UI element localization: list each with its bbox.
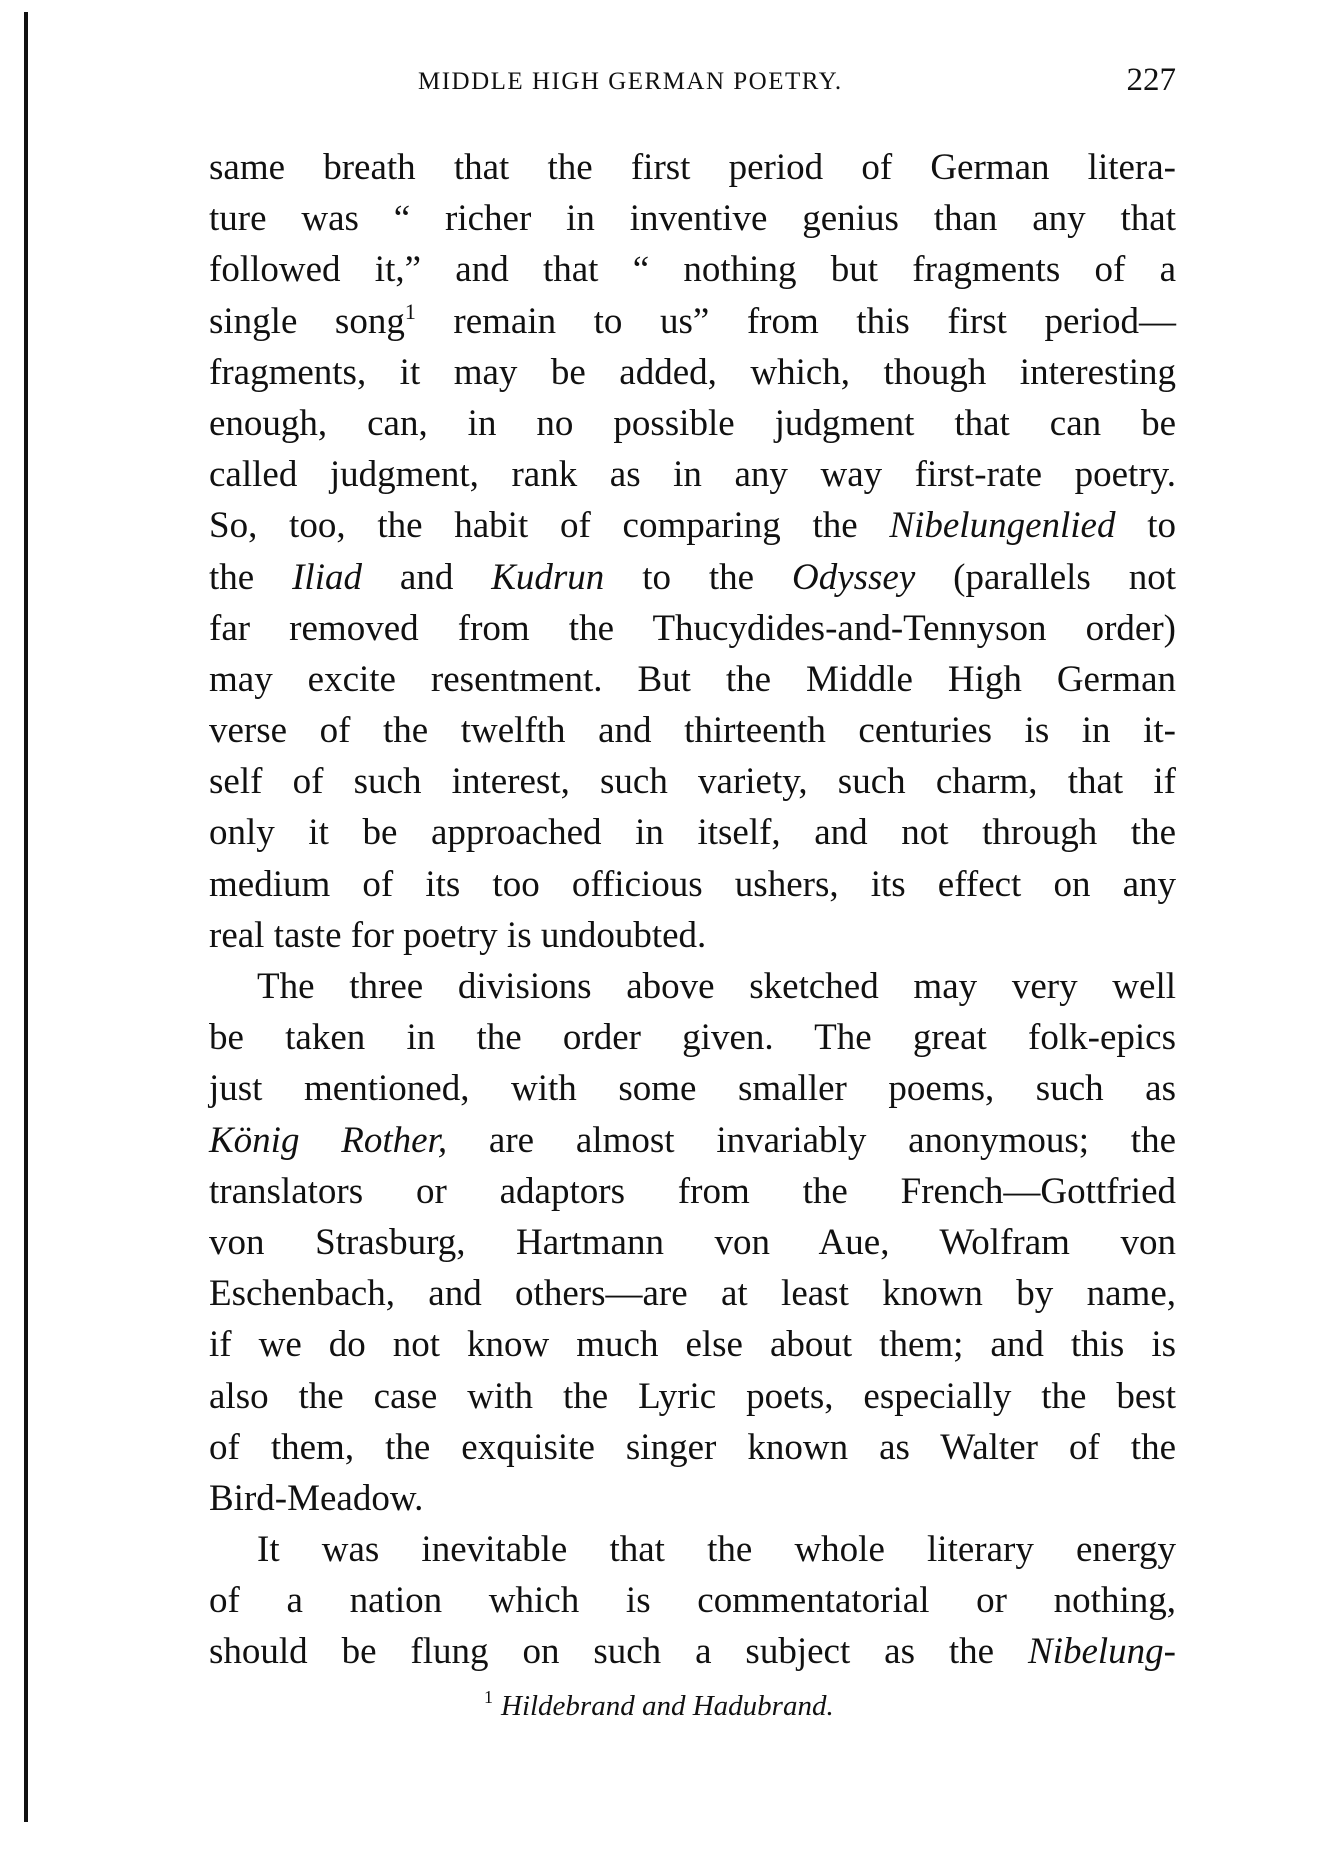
text-line [209, 296, 1176, 347]
text-line [209, 1217, 1176, 1268]
text-segment: real taste for poetry is undoubted. [209, 914, 707, 956]
text-segment: to [1115, 505, 1176, 547]
italic-title: Iliad [292, 556, 362, 598]
text-segment: fragments, it may be added, which, though interesting [209, 351, 1176, 393]
italic-title: Kudrun [491, 556, 605, 598]
text-segment: (parallels not [915, 556, 1176, 598]
text-segment: remain to us” from this first period— [415, 300, 1176, 342]
footnote-marker: 1 [484, 1687, 493, 1707]
text-line [209, 1371, 1176, 1422]
scan-edge-bar [24, 12, 28, 1822]
text-segment: enough, can, in no possible judgment that can be [209, 402, 1176, 444]
text-segment: Bird-Meadow. [209, 1477, 424, 1519]
italic-title: König Rother, [209, 1119, 448, 1161]
text-line [209, 1012, 1176, 1063]
text-segment: verse of the twelfth and thirteenth centuries is in it- [209, 710, 1176, 752]
text-line [209, 910, 1176, 961]
text-segment: be taken in the order given. The great folk-epics [209, 1017, 1176, 1059]
text-line [209, 654, 1176, 705]
text-line [209, 1268, 1176, 1319]
text-line [209, 1166, 1176, 1217]
text-segment: may excite resentment. But the Middle High German [209, 658, 1176, 700]
italic-title: Odyssey [791, 556, 916, 598]
text-segment: if we do not know much else about them; and this is [209, 1324, 1176, 1366]
text-segment: self of such interest, such variety, such charm, that if [209, 761, 1176, 803]
text-segment: same breath that the first period of German litera- [209, 147, 1176, 188]
text-line [209, 1524, 1176, 1575]
text-segment: It was inevitable that the whole literary energy [257, 1529, 1176, 1571]
text-line [209, 1575, 1176, 1626]
text-segment: far removed from the Thucydides-and-Tennyson order) [209, 607, 1176, 649]
text-segment: single song [209, 300, 405, 342]
running-title: MIDDLE HIGH GERMAN POETRY. [418, 68, 843, 95]
text-line [209, 1319, 1176, 1370]
text-segment: only it be approached in itself, and not through the [209, 812, 1176, 854]
text-line [209, 961, 1176, 1012]
text-line [209, 756, 1176, 807]
text-line [209, 705, 1176, 756]
text-segment: of them, the exquisite singer known as Walter of the [209, 1426, 1176, 1468]
running-header [418, 62, 1176, 102]
text-segment: should be flung on such a subject as the [209, 1631, 1029, 1673]
text-line [209, 859, 1176, 910]
footnote [484, 1687, 834, 1723]
text-segment: The three divisions above sketched may very well [257, 966, 1176, 1007]
text-segment: of a nation which is commentatorial or nothing, [209, 1580, 1176, 1622]
text-segment: are almost invariably anonymous; the [447, 1119, 1176, 1161]
text-segment: ture was “ richer in inventive genius than any that [209, 198, 1176, 240]
text-line [209, 398, 1176, 449]
text-segment: to the [604, 556, 792, 598]
italic-title: Nibelung- [1028, 1631, 1176, 1673]
text-segment: translators or adaptors from the French—Gottfried [209, 1170, 1176, 1212]
text-line [209, 244, 1176, 295]
text-segment: So, too, the habit of comparing the [209, 505, 890, 547]
text-segment: Eschenbach, and others—are at least known by name, [209, 1273, 1176, 1315]
text-line [209, 193, 1176, 244]
text-line [209, 347, 1176, 398]
text-line [209, 500, 1176, 551]
text-line [209, 1473, 1176, 1524]
text-line [209, 603, 1176, 654]
footnote-text: Hildebrand and Hadubrand. [501, 1690, 834, 1722]
page-number: 227 [1126, 62, 1176, 98]
text-segment: followed it,” and that “ nothing but fragments of a [209, 249, 1176, 291]
text-segment: just mentioned, with some smaller poems, such as [209, 1068, 1176, 1110]
text-line [209, 1422, 1176, 1473]
text-line [209, 142, 1176, 193]
italic-title: Nibelungenlied [889, 505, 1116, 547]
text-line [209, 1063, 1176, 1114]
body-text [209, 142, 1176, 1678]
text-segment: called judgment, rank as in any way first-rate poetry. [209, 454, 1176, 496]
text-segment: the [209, 556, 293, 598]
text-line [209, 552, 1176, 603]
text-segment: also the case with the Lyric poets, especially the best [209, 1375, 1176, 1417]
text-line [209, 1115, 1176, 1166]
text-line [209, 449, 1176, 500]
text-line [209, 1626, 1176, 1677]
footnote-reference: 1 [404, 298, 416, 324]
text-line [209, 807, 1176, 858]
text-segment: medium of its too officious ushers, its effect on any [209, 863, 1176, 905]
text-segment: and [362, 556, 492, 598]
text-segment: von Strasburg, Hartmann von Aue, Wolfram von [209, 1221, 1176, 1263]
